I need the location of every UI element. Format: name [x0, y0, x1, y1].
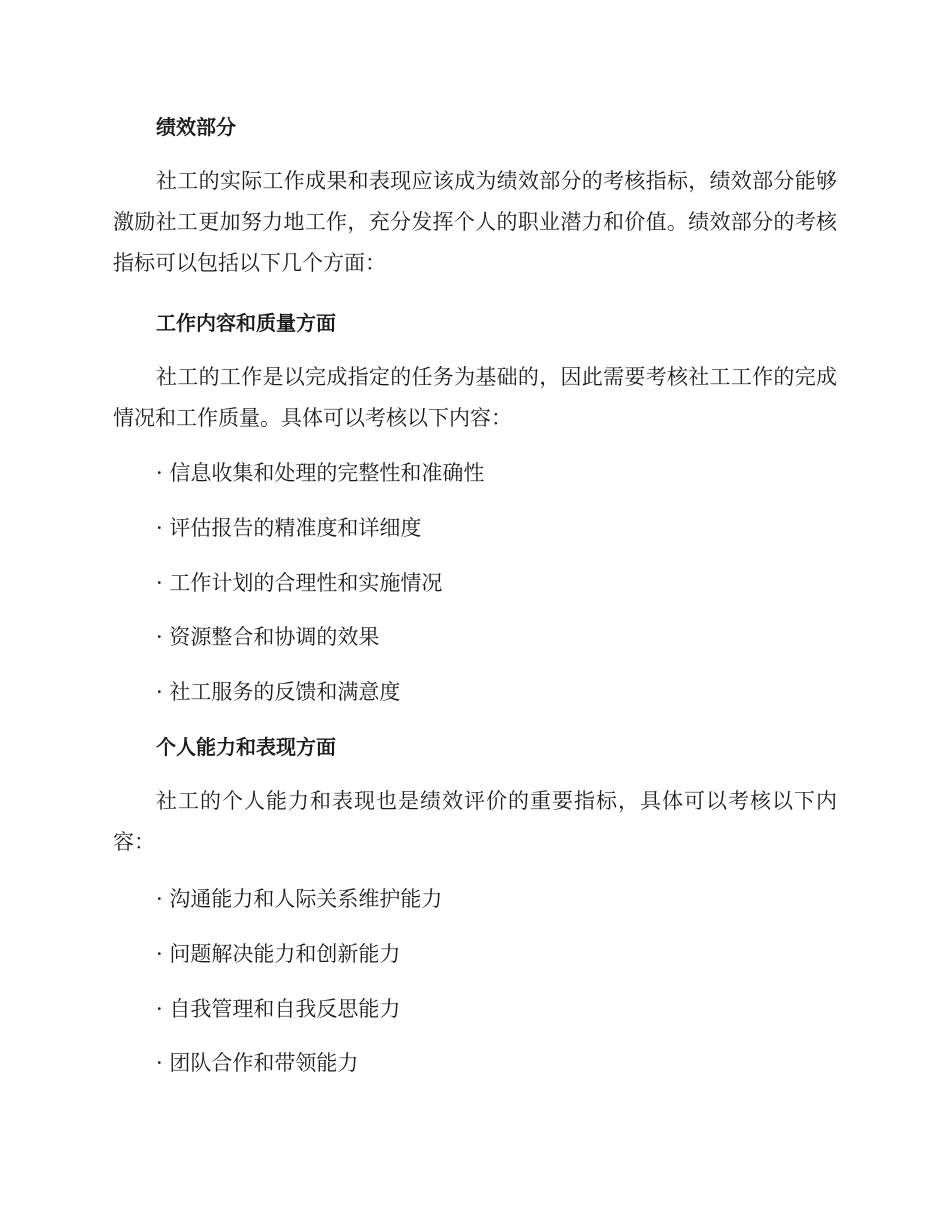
- section-heading-personal-ability: 个人能力和表现方面: [156, 735, 336, 759]
- paragraph-work-quality-intro: 社工的工作是以完成指定的任务为基础的，因此需要考核社工工作的完成情况和工作质量。具体可以考核以下内容：: [113, 365, 837, 430]
- list-item-self-management: · 自我管理和自我反思能力: [156, 997, 401, 1021]
- list-item-work-plan: · 工作计划的合理性和实施情况: [156, 571, 443, 595]
- list-item-teamwork: · 团队合作和带领能力: [156, 1051, 359, 1075]
- list-item-resource-integration: · 资源整合和协调的效果: [156, 625, 380, 649]
- section-heading-work-quality: 工作内容和质量方面: [156, 311, 336, 335]
- list-item-communication: · 沟通能力和人际关系维护能力: [156, 887, 443, 911]
- paragraph-personal-ability-intro: 社工的个人能力和表现也是绩效评价的重要指标，具体可以考核以下内容：: [113, 789, 837, 854]
- list-item-assessment-report: · 评估报告的精准度和详细度: [156, 516, 422, 540]
- list-item-problem-solving: · 问题解决能力和创新能力: [156, 942, 401, 966]
- list-item-info-collection: · 信息收集和处理的完整性和准确性: [156, 461, 485, 485]
- list-item-service-feedback: · 社工服务的反馈和满意度: [156, 680, 401, 704]
- paragraph-performance-intro: 社工的实际工作成果和表现应该成为绩效部分的考核指标，绩效部分能够激励社工更加努力地工作，充分发挥个人的职业潜力和价值。绩效部分的考核指标可以包括以下几个方面：: [113, 169, 837, 275]
- section-heading-performance: 绩效部分: [156, 115, 236, 139]
